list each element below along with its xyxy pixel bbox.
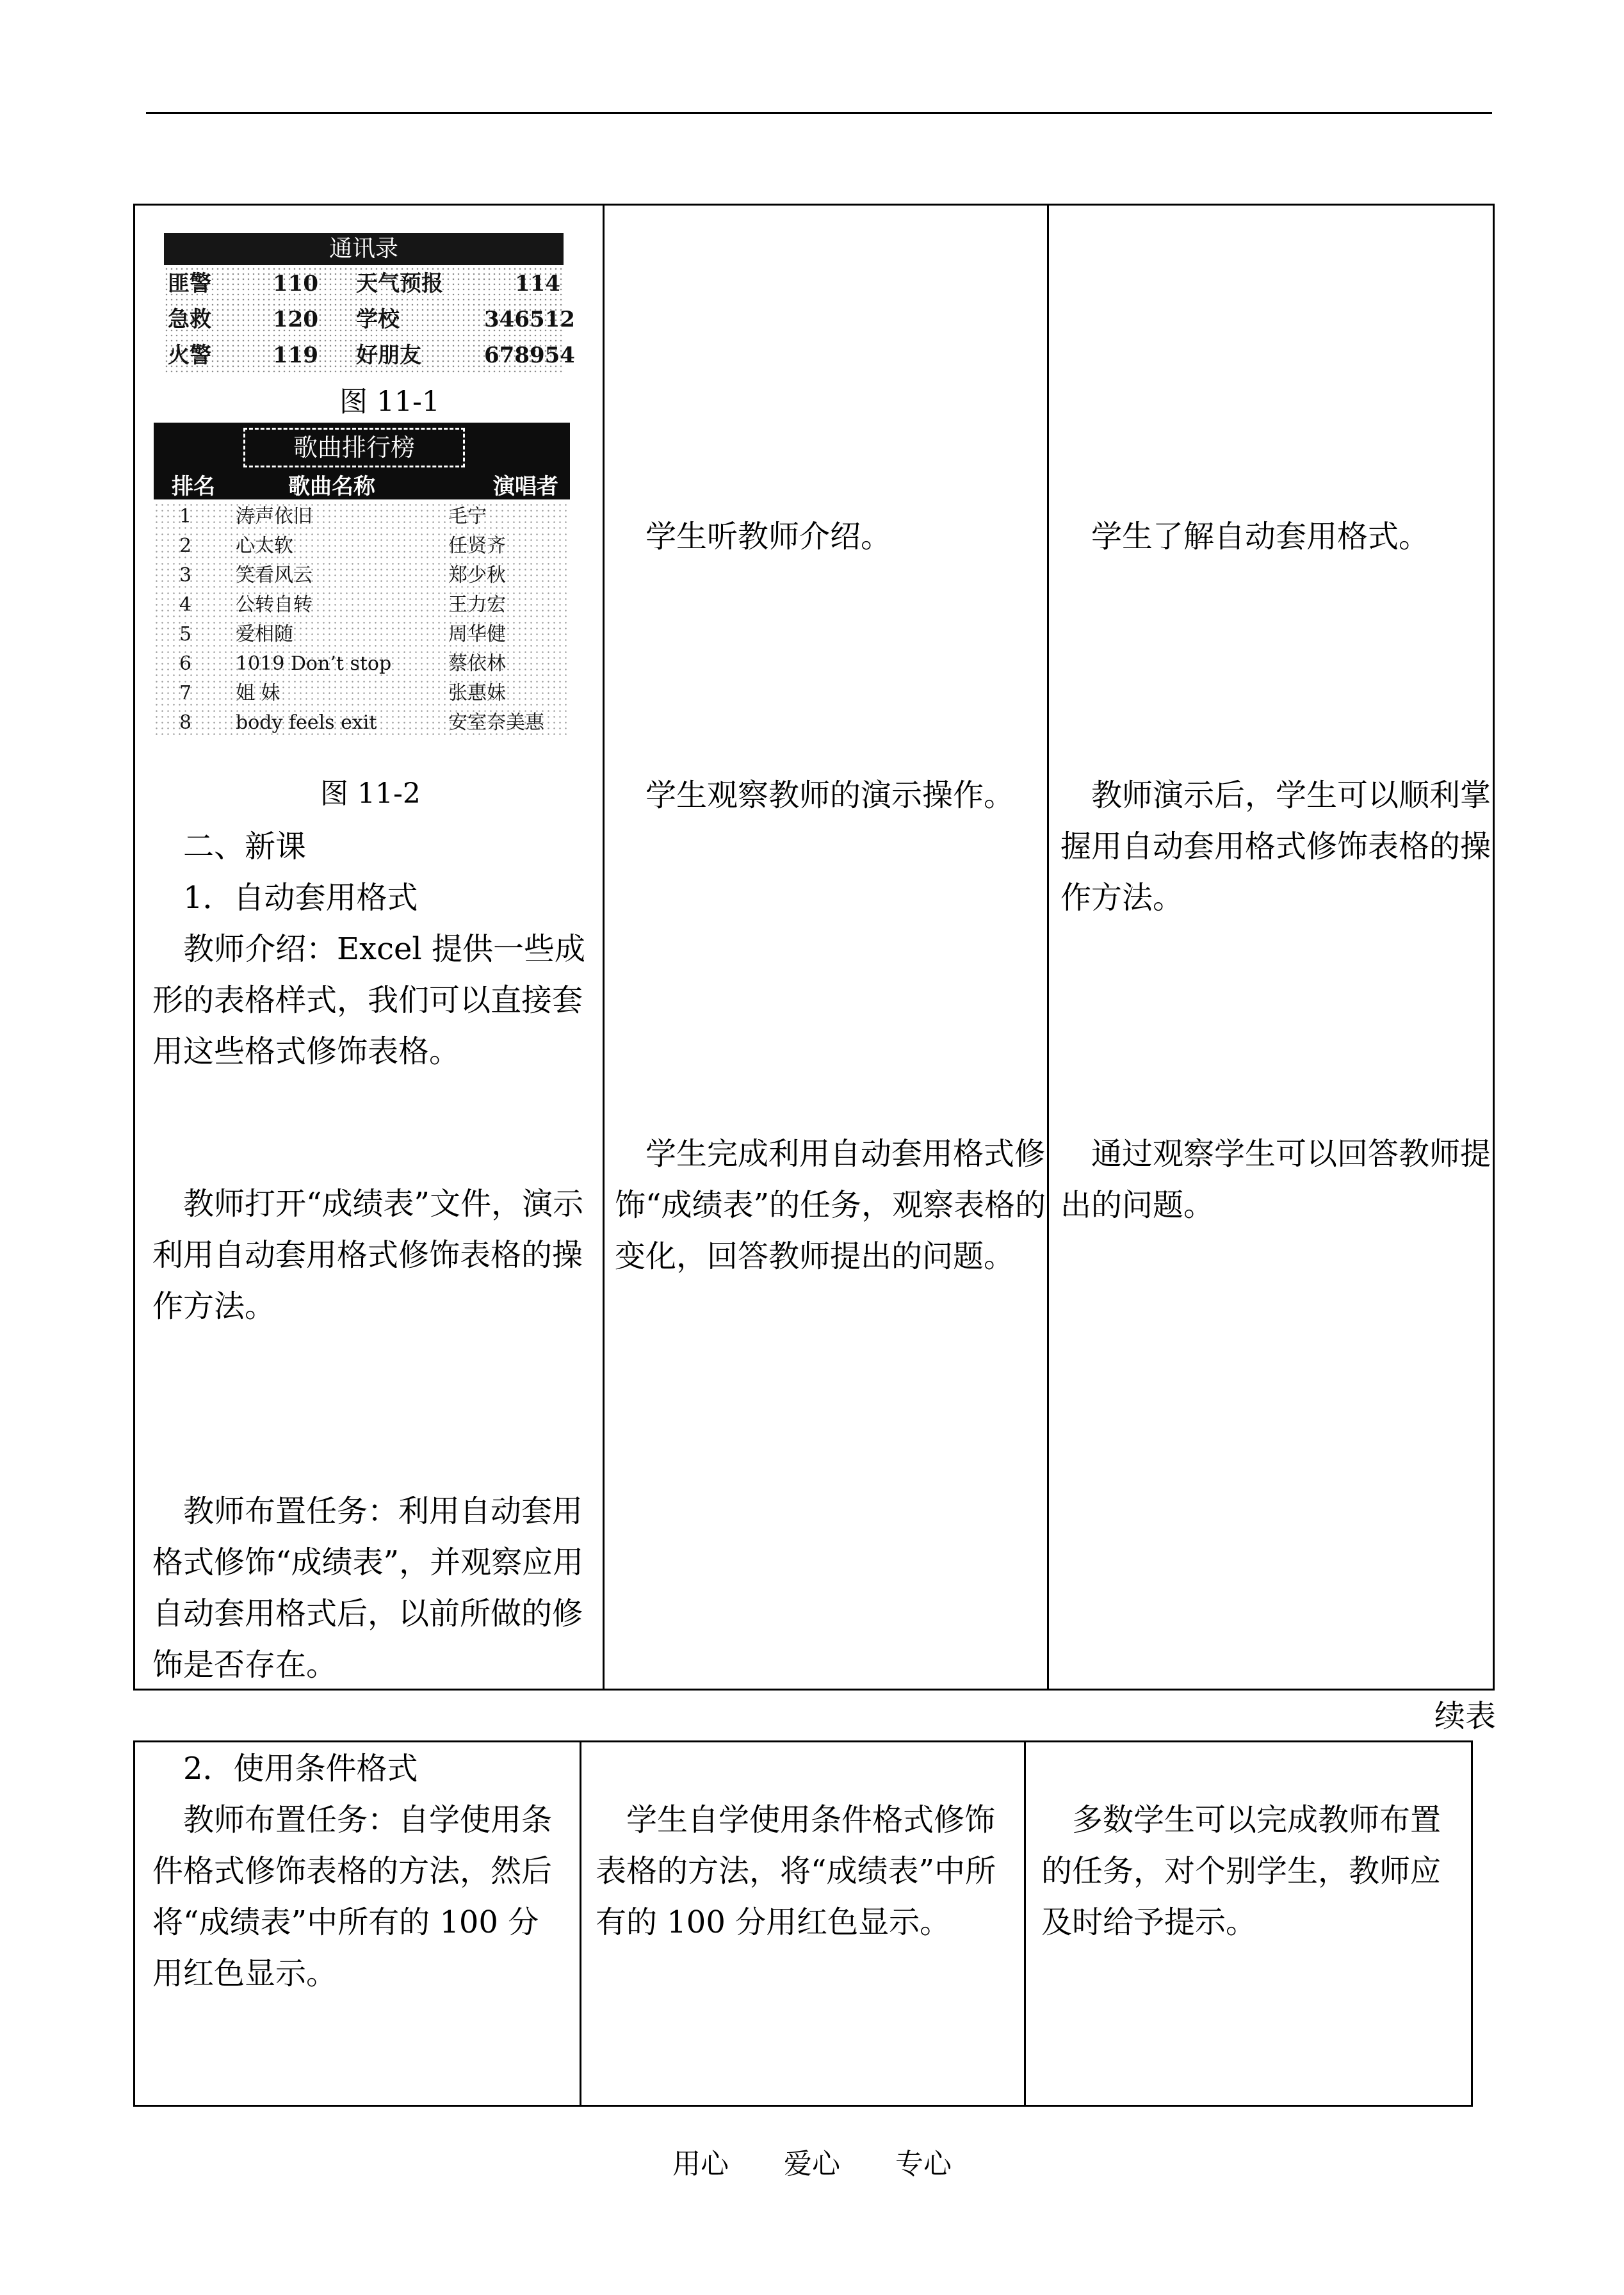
cell: 毛宁 [448, 505, 487, 528]
table-row [154, 561, 570, 590]
intent-master: 教师演示后，学生可以顺利掌握用自动套用格式修饰表格的操作方法。 [1060, 777, 1491, 916]
cell: 张惠妹 [448, 682, 506, 704]
subsection-title: 2．使用条件格式 [183, 1751, 418, 1787]
student-listen: 学生听教师介绍。 [646, 519, 892, 555]
cell: 好朋友 [356, 343, 421, 368]
cell: 6 [179, 653, 192, 675]
cell: 心太软 [236, 535, 293, 557]
cell: 114 [515, 271, 560, 296]
cell: body feels exit [236, 711, 377, 734]
column-divider [603, 206, 605, 1689]
teacher-demo-text [152, 1178, 594, 1332]
teacher-intro: 教师介绍：Excel 提供一些成形的表格样式，我们可以直接套用这些格式修饰表格。 [152, 931, 586, 1069]
teacher-column-text [152, 821, 594, 1077]
table2-student-text [596, 1794, 1012, 1948]
column-header: 歌曲名称 [288, 474, 375, 499]
cell: 2 [179, 535, 192, 557]
cell: 匪警 [168, 271, 211, 296]
cell: 110 [273, 271, 318, 296]
student-observe: 学生观察教师的演示操作。 [646, 777, 1015, 813]
page-footer [0, 2139, 1624, 2190]
figure-song-ranking [147, 423, 570, 746]
intent-understand: 学生了解自动套用格式。 [1091, 519, 1430, 555]
figure-title: 歌曲排行榜 [243, 428, 465, 467]
student-complete: 学生完成利用自动套用格式修饰“成绩表”的任务，观察表格的变化，回答教师提出的问题。 [615, 1136, 1046, 1274]
cell: 王力宏 [448, 594, 506, 616]
intent-answer: 通过观察学生可以回答教师提出的问题。 [1060, 1136, 1491, 1223]
teacher-demo: 教师打开“成绩表”文件，演示利用自动套用格式修饰表格的操作方法。 [152, 1186, 584, 1324]
cell: 678954 [484, 343, 575, 368]
table-row [154, 590, 570, 620]
intent-understand-text [1060, 511, 1496, 562]
table2-teacher-text [152, 1743, 569, 1999]
cell: 3 [179, 564, 192, 587]
cell: 姐 妹 [236, 682, 280, 704]
table-row [154, 679, 570, 708]
figure-caption: 图 11-1 [339, 385, 440, 418]
cell: 346512 [484, 307, 575, 332]
column-header: 演唱者 [493, 474, 558, 499]
cell: 120 [273, 307, 318, 332]
table-row [164, 266, 564, 301]
table-row [154, 531, 570, 561]
cell: 周华健 [448, 623, 506, 645]
cell: 安室奈美惠 [448, 711, 544, 734]
column-divider [1047, 206, 1049, 1689]
column-divider [580, 1742, 581, 2105]
table2-intent-text [1041, 1794, 1458, 1948]
table-row [164, 338, 575, 373]
table-row [154, 620, 570, 649]
cell: 7 [179, 682, 192, 704]
cell: 郑少秋 [448, 564, 506, 587]
intent-answer-text [1060, 1128, 1496, 1231]
figure-title: 通讯录 [164, 233, 564, 265]
teacher-task-text [152, 1486, 594, 1691]
column-header: 排名 [172, 474, 215, 499]
cell: 1019 Don’t stop [236, 653, 392, 675]
intent-note: 多数学生可以完成教师布置的任务，对个别学生，教师应及时给予提示。 [1041, 1802, 1441, 1940]
table-row [154, 502, 570, 531]
footer-word: 用心 [672, 2148, 729, 2180]
table-row [164, 302, 575, 337]
table-row [154, 708, 570, 738]
figure-contact-list [154, 224, 575, 378]
teacher-task: 教师布置任务：利用自动套用格式修饰“成绩表”，并观察应用自动套用格式后，以前所做的修饰是否存在。 [152, 1493, 584, 1683]
footer-word: 专心 [895, 2148, 952, 2180]
teacher-task: 教师布置任务：自学使用条件格式修饰表格的方法，然后将“成绩表”中所有的 100 分用红色显示。 [152, 1802, 553, 1991]
cell: 火警 [168, 343, 211, 368]
cell: 公转自转 [236, 594, 313, 616]
intent-master-text [1060, 770, 1496, 923]
cell: 天气预报 [356, 271, 443, 296]
table-row [154, 649, 570, 679]
header-rule [146, 112, 1492, 114]
cell: 8 [179, 711, 192, 734]
cell: 5 [179, 623, 192, 645]
column-divider [1024, 1742, 1026, 2105]
footer-word: 爱心 [784, 2148, 840, 2180]
cell: 涛声依旧 [236, 505, 313, 528]
figure-caption: 图 11-2 [320, 777, 421, 810]
cell: 笑看风云 [236, 564, 313, 587]
cell: 119 [273, 343, 318, 368]
student-complete-text [615, 1128, 1050, 1282]
cell: 学校 [356, 307, 400, 332]
cell: 4 [179, 594, 192, 616]
student-observe-text [615, 770, 1050, 821]
cell: 蔡依林 [448, 653, 506, 675]
student-task: 学生自学使用条件格式修饰表格的方法，将“成绩表”中所有的 100 分用红色显示。 [596, 1802, 996, 1940]
cell: 爱相随 [236, 623, 293, 645]
figure-header-bar [154, 423, 570, 499]
cell: 任贤齐 [448, 535, 506, 557]
section-title: 二、新课 [183, 829, 307, 864]
cell: 急救 [168, 307, 211, 332]
continued-label: 续表 [1434, 1698, 1496, 1734]
subsection-title: 1．自动套用格式 [183, 880, 418, 916]
student-listen-text [615, 511, 1050, 562]
cell: 1 [179, 505, 192, 528]
